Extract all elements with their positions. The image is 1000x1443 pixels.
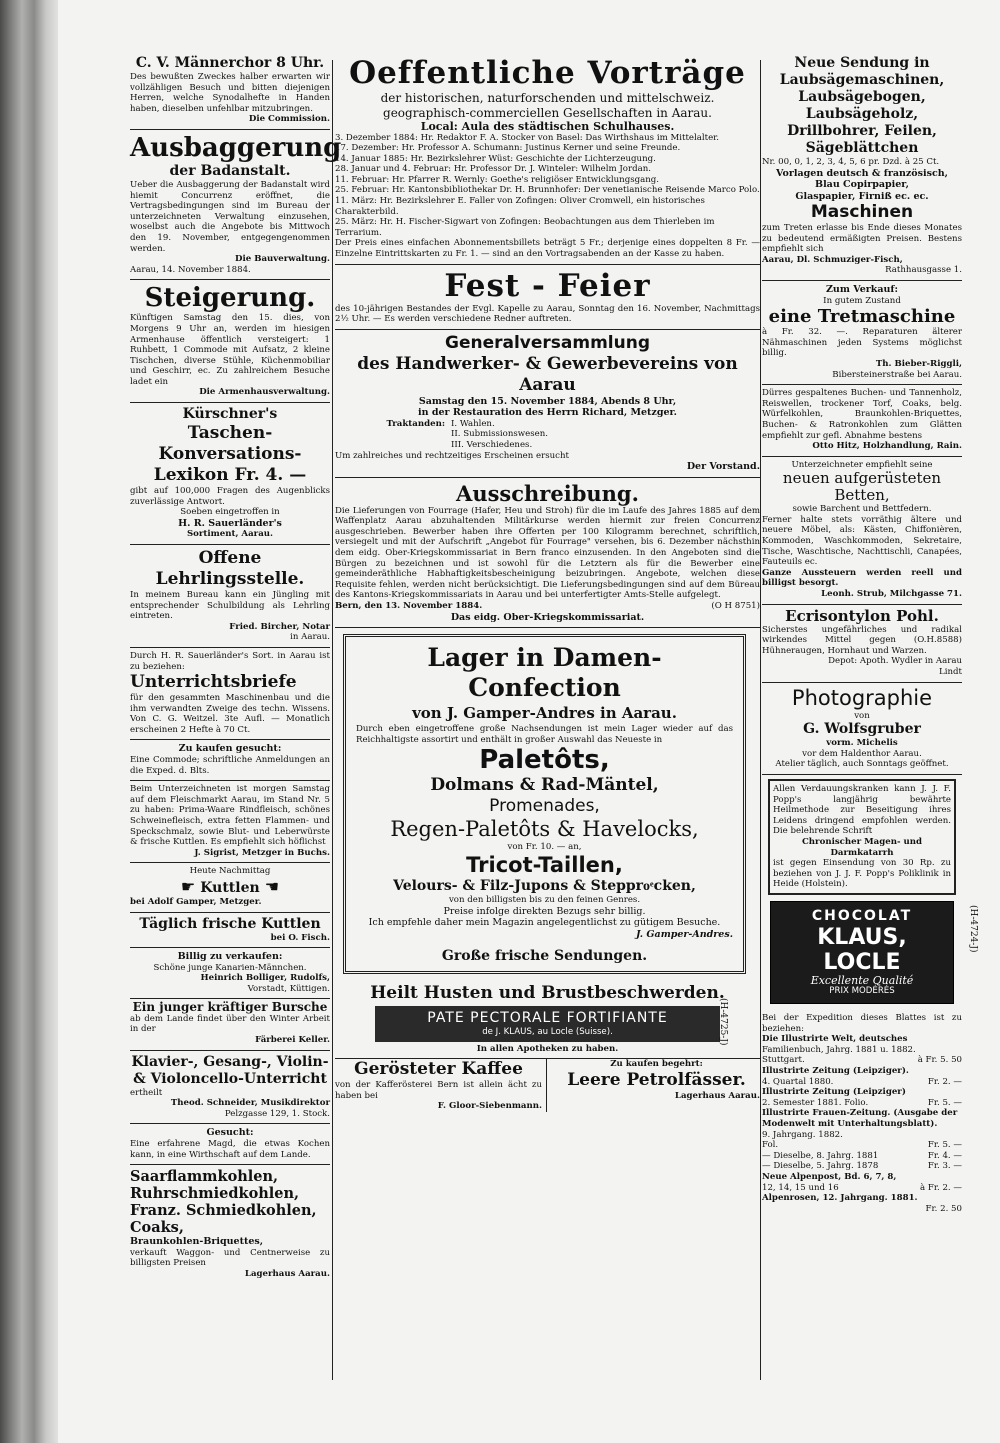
ad-signature: Rathhausgasse 1.: [885, 265, 962, 276]
pate-name: PATE PECTORALE FORTIFIANTE: [427, 1010, 668, 1026]
ad-title: Neue Sendung in: [794, 55, 930, 71]
chocolat-banner: [770, 901, 954, 1004]
ad-title: Ausschreibung.: [456, 480, 639, 506]
ad-generalversammlung: [335, 330, 760, 478]
ad-bottom-row: [335, 1059, 760, 1112]
ad-title: Photographie: [791, 685, 933, 710]
ad-text: Ich empfehle daher mein Magazin angelegentlichst zu gütigem Besuche.: [368, 917, 721, 928]
product-item: Laubsägemaschinen,: [779, 72, 945, 88]
ad-heading: Zum Verkauf:: [826, 284, 898, 296]
lecture-item: 3. Dezember 1884: Hr. Redaktor F. A. Stocker von Basel: Das Wirthshaus im Mittelalter.: [335, 132, 720, 143]
ad-text: In gutem Zustand: [823, 295, 901, 306]
agenda-item: I. Wahlen.: [451, 418, 495, 429]
ad-title: Klavier-, Gesang-, Violin- & Violoncello-Unterricht: [131, 1053, 329, 1087]
ad-text: Samstag den 15. November 1884, Abends 8 Uhr,: [418, 395, 677, 407]
ad-title: Kuttlen: [200, 879, 260, 896]
ad-signature: Die Bauverwaltung.: [235, 254, 330, 265]
product-line: Regen-Paletôts & Havelocks,: [390, 817, 699, 842]
ad-title: Oeffentliche Vorträge: [349, 55, 746, 91]
ad-heading: Billig zu verkaufen:: [177, 951, 283, 963]
catalog-item: 12, 14, 15 und 16: [762, 1182, 839, 1193]
agenda-item: II. Submissionswesen.: [451, 429, 548, 440]
ad-text: Nr. 00, 0, 1, 2, 3, 4, 5, 6 pr. Dzd. à 25 Ct.: [762, 157, 940, 167]
ad-kuttlen: [130, 863, 330, 912]
ad-text: von Fr. 10. — an,: [507, 842, 582, 853]
product-item: Sägeblättchen: [805, 140, 919, 156]
ad-zu-kaufen: [130, 740, 330, 781]
ad-signature: Theod. Schneider, Musikdirektor: [170, 1098, 330, 1109]
ad-title: Lexikon Fr. 4. —: [153, 465, 307, 486]
product-line: Velours- & Filz-Jupons & Stepproͤcken,: [393, 877, 696, 894]
ad-subtitle: der historischen, naturforschenden und mittelschweiz.: [380, 91, 715, 105]
ad-title: neuen aufgerüsteten Betten,: [782, 469, 942, 505]
catalog-price: Fr. 4. —: [927, 1150, 962, 1161]
ad-signature: Das eidg. Ober-Kriegskommissariat.: [450, 611, 645, 623]
ad-text: Ganze Aussteuern werden reell und billigst besorgt.: [762, 567, 962, 589]
catalog-item: Illustrirte Zeitung (Leipziger).: [762, 1065, 909, 1076]
catalog-item: — Dieselbe, 8. Jahrg. 1881: [762, 1150, 879, 1161]
pate-maker: de J. KLAUS, au Locle (Suisse).: [482, 1027, 613, 1037]
catalog-item: Illustrirte Zeitung (Leipziger): [762, 1087, 906, 1098]
column-rule: [760, 60, 761, 1380]
ad-text: Chronischer Magen- und Darmkatarrh: [801, 836, 923, 858]
ad-text: ab dem Lande findet über den Winter Arbeit in der: [130, 1013, 330, 1035]
ad-signature: Färberei Keller.: [255, 1035, 330, 1046]
catalog-item: Stuttgart.: [762, 1055, 805, 1066]
ad-pate-pectorale: [335, 980, 760, 1059]
lecture-item: 25. März: Hr. H. Fischer-Sigwart von Zofingen: Beobachtungen aus dem Thierleben im Terrarium.: [335, 217, 715, 238]
catalog-item: 2. Semester 1881. Folio.: [762, 1097, 869, 1108]
ad-text: für den gesammten Maschinenbau und die ihm verwandten Zweige des techn. Wissens. Von C. G. Weitzel. 3te Aufl. — Monatlich erscheinen 2 Hefte à 70 Ct.: [130, 693, 330, 735]
ad-text: Allen Verdauungskranken kann J. J. F. Popp's langjährig bewährte Heilmethode zur Beseitigung ihres Leidens dringend empfohlen werden. Die belehrende Schrift: [773, 783, 951, 837]
ad-text: Durch eben eingetroffene große Nachsendungen ist mein Lager wieder auf das Reichhaltigste assortirt und enthält in großer Auswahl das Neueste in: [356, 724, 733, 745]
ad-title: Ecrisontylon Pohl.: [785, 606, 939, 625]
ad-text: Unterzeichneter empfiehlt seine: [791, 459, 933, 470]
ad-title: eine Tretmaschine: [768, 306, 956, 328]
pate-banner: [375, 1006, 720, 1042]
ad-heading: Local: Aula des städtischen Schulhauses.: [420, 120, 675, 133]
catalog-item: Illustrirte Frauen-Zeitung. (Ausgabe der Modenwelt mit Unterhaltungsblatt).: [762, 1108, 958, 1129]
ad-heading: Zu kaufen gesucht:: [178, 743, 282, 755]
ad-laubsaege: [762, 52, 962, 281]
catalog-price: à Fr. 2. —: [920, 1182, 962, 1193]
ad-date: Aarau, 14. November 1884.: [130, 264, 251, 275]
ad-text: Atelier täglich, auch Sonntags geöffnet.: [775, 759, 949, 770]
ad-signature: in Aarau.: [290, 632, 330, 643]
catalog-price: Fr. 3. —: [927, 1161, 962, 1172]
ad-subtitle: der Badanstalt.: [169, 162, 291, 179]
ad-text: ist gegen Einsendung von 30 Rp. zu beziehen von J. J. F. Popp's Poliklinik in Heide (Holstein).: [773, 858, 951, 890]
ad-date: Bern, den 13. November 1884.: [335, 601, 483, 612]
catalog-price: Fr. 5. —: [927, 1097, 962, 1108]
catalog-item: 9. Jahrgang. 1882.: [762, 1129, 843, 1140]
ad-kohlen: [130, 1165, 330, 1283]
ad-title: Saarflammkohlen, Ruhrschmiedkohlen, Franz. Schmiedkohlen, Coaks,: [130, 1168, 317, 1237]
ad-title: Ausbaggerung: [130, 132, 342, 163]
ad-unterrichtsbriefe: [130, 648, 330, 741]
ad-text: Preise infolge direkten Bezugs sehr billig.: [443, 905, 646, 917]
ad-maennerchor: [130, 52, 330, 130]
ad-tretmaschine: [762, 281, 962, 385]
ad-text: von: [854, 710, 870, 721]
pointing-hand-icon: ☛: [180, 876, 196, 896]
ad-text: des 10-jährigen Bestandes der Evgl. Kapelle zu Aarau, Sonntag den 16. November, Nachmittags 2½ Uhr. — Es werden verschiedene Redner auftreten.: [335, 303, 760, 325]
ad-ausschreibung: [335, 478, 760, 628]
chocolat-price: PRIX MODÉRÉS: [829, 986, 895, 997]
ad-text: In allen Apotheken zu haben.: [476, 1043, 619, 1054]
ad-text: Bei der Expedition dieses Blattes ist zu beziehen:: [762, 1013, 962, 1034]
product-line: Dolmans & Rad-Mäntel,: [430, 775, 659, 796]
ad-subtitle: von J. Gamper-Andres in Aarau.: [412, 704, 677, 723]
ad-vortraege: [335, 52, 760, 265]
catalog-item: 4. Quartal 1880.: [762, 1076, 834, 1087]
ad-text: zum Treten erlasse bis Ende dieses Monates zu bedeutend ermäßigten Preisen. Bestens empfiehlt sich: [762, 223, 962, 255]
product-item: Laubsägeholz,: [805, 106, 919, 122]
ad-title: des Handwerker- & Gewerbevereins von Aarau: [357, 353, 738, 395]
ad-text: Soeben eingetroffen in: [180, 507, 280, 518]
ad-festfeier: [335, 265, 760, 330]
ad-text: Dürres gespaltenes Buchen- und Tannenholz, Reiswellen, trockener Torf, Coaks, belg. Würfelkohlen, Braunkohlen-Briquettes, Buchen- & Ratronkohlen zum Glätten empfiehlt zur gefl. Abnahme bestens: [762, 388, 962, 441]
ad-text: Sicherstes ungefährliches und radikal wirkendes Mittel gegen (O.H.8588) Hühneraugen, Hornhaut und Warzen.: [762, 624, 962, 656]
ad-signature: Th. Bieber-Riggli,: [875, 358, 962, 369]
ad-text: à Fr. 32. —. Reparaturen älterer Nähmaschinen jeden Systems möglichst billig.: [762, 327, 962, 359]
ad-signature: Der Vorstand.: [686, 461, 760, 473]
chocolat-label: CHOCOLAT: [811, 907, 913, 924]
ad-text: Ferner halte stets vorräthig ältere und neuere Möbel, als: Kästen, Chiffonièren, Kommoden, Waschkommoden, Sekretaire, Tische, Waschtische, Nachttischli, Canapées, Fauteuils ec.: [762, 514, 962, 568]
column-rule: [332, 60, 333, 1380]
ad-text: von den billigsten bis zu den feinen Genres.: [448, 894, 641, 905]
ad-signature: Sortiment, Aarau.: [186, 529, 274, 540]
ad-title: Ein junger kräftiger Bursche: [132, 1000, 328, 1015]
ad-subtitle: Braunkohlen-Briquettes,: [130, 1236, 264, 1248]
ad-subtitle: sowie Barchent und Bettfedern.: [792, 504, 932, 515]
ad-text: Glaspapier, Firniß ec. ec.: [795, 190, 929, 202]
ad-signature: Leonh. Strub, Milchgasse 71.: [821, 589, 962, 600]
ad-code: (H-4725-J): [718, 998, 728, 1046]
ad-lehrling: [130, 545, 330, 648]
ad-text: Heute Nachmittag: [189, 866, 271, 877]
ad-photographie: [762, 683, 962, 775]
ad-title: Unterrichtsbriefe: [130, 672, 297, 693]
chocolat-quality: Excellente Qualité: [810, 973, 914, 987]
ad-text: verkauft Waggon- und Centnerweise zu billigsten Preisen: [130, 1247, 330, 1269]
ad-title: Steigerung.: [144, 283, 316, 314]
lecture-item: 28. Januar und 4. Februar: Hr. Professor Dr. J. Winteler: Wilhelm Jordan.: [335, 164, 651, 175]
ad-heading: Kürschner's: [182, 406, 278, 423]
ad-signature: J. Sigrist, Metzger in Buchs.: [194, 847, 330, 858]
ad-text: von der Kafferösterei Bern ist allein ächt zu haben bei: [335, 1080, 542, 1101]
catalog-price: Fr. 2. —: [927, 1076, 962, 1087]
agenda-list: [451, 419, 760, 451]
agenda-item: III. Verschiedenes.: [451, 440, 533, 450]
book-binding: [0, 0, 58, 1443]
ad-heading: C. V. Männerchor 8 Uhr.: [135, 55, 325, 71]
ad-musikunterricht: [130, 1051, 330, 1125]
ad-text: ertheilt: [130, 1087, 163, 1098]
ad-signature: F. Gloor-Siebenmann.: [437, 1101, 542, 1112]
ad-betten: [762, 457, 962, 605]
ad-text: Künftigen Samstag den 15. dies, von Morgens 9 Uhr an, werden im hiesigen Armenhause öffentlich versteigert: 1 Ruhbett, 1 Commode mit Aufsatz, 2 kleine Tischchen, diverse Stühle, Küchenmobiliar und Geschirr, ec. Zu zahlreichem Besuche ladet ein: [130, 313, 330, 387]
ad-text: Lindt: [939, 667, 962, 677]
ad-signature: bei O. Fisch.: [270, 932, 330, 943]
ad-signature: J. Gamper-Andres.: [636, 928, 733, 940]
ad-signature: Pelzgasse 129, 1. Stock.: [224, 1108, 330, 1119]
ad-ausbaggerung: [130, 130, 342, 280]
lecture-item: 25. Februar: Hr. Kantonsbibliothekar Dr. H. Brunnhofer: Der venetianische Reisende Marco Polo.: [335, 185, 760, 196]
ad-subtitle: geographisch-commerciellen Gesellschaften in Aarau.: [383, 106, 712, 120]
ad-text: Beim Unterzeichneten ist morgen Samstag auf dem Fleischmarkt Aarau, im Stand Nr. 5 zu haben: Prima-Waare Rindfleisch, schönes Schweinefleisch, extra fetten Flammen- und Speckschmalz, sowie Blut- und Leberwürste & frische Kuttlen. Es empfiehlt sich höflichst: [130, 784, 330, 848]
ad-code: (O H 8751): [711, 601, 760, 612]
catalog-price: à Fr. 5. 50: [917, 1055, 962, 1066]
ad-magd: [130, 1124, 330, 1165]
catalog-item: Neue Alpenpost, Bd. 6, 7, 8,: [762, 1171, 897, 1182]
ad-title: Taschen-Konversations-: [158, 423, 302, 465]
catalog-item: Fol.: [762, 1140, 779, 1151]
ad-text: vorm. Michelis: [826, 738, 898, 749]
ad-text: gibt auf 100,000 Fragen des Augenblicks zuverlässige Antwort.: [130, 486, 330, 507]
ad-expedition: [762, 1010, 962, 1218]
ad-title: Fest - Feier: [444, 267, 651, 304]
ad-text: Ueber die Ausbaggerung der Badanstalt wird hiemit Concurrenz eröffnet, die Vertragsbedingungen sind im Bureau der unterzeichneten Verwaltung einzusehen, woselbst auch die Angebote bis Mittwoch den 19. November, entgegengenommen werden.: [130, 179, 330, 254]
lecture-item: 11. März: Hr. Bezirkslehrer E. Faller von Zofingen: Oliver Cromwell, ein historisches Charakterbild.: [335, 196, 705, 217]
ad-text: Eine Commode; schriftliche Anmeldungen an die Exped. d. Blts.: [130, 754, 330, 776]
ad-holz: [762, 385, 962, 457]
ad-signature: H. R. Sauerländer's: [178, 517, 282, 529]
catalog-price: Fr. 2. 50: [925, 1203, 962, 1214]
ad-chocolat: [762, 901, 978, 1004]
ad-metzger: [130, 781, 330, 863]
chocolat-brand: KLAUS, LOCLE: [817, 924, 907, 975]
ad-text: vor dem Haldenthor Aarau.: [802, 748, 922, 759]
ad-steigerung: [130, 280, 330, 403]
ad-signature: Lagerhaus Aarau.: [674, 1090, 760, 1101]
right-column: [762, 52, 978, 1218]
ad-signature: Aarau, Dl. Schmuziger-Fisch,: [762, 254, 903, 265]
ad-footer: Große frische Sendungen.: [441, 948, 648, 964]
ad-kaffee: [335, 1059, 547, 1112]
left-column: [130, 52, 342, 1283]
agenda-label: Traktanden:: [386, 418, 445, 429]
ad-signature: Heinrich Bolliger, Rudolfs,: [200, 973, 330, 984]
ad-kuerschner: [130, 403, 330, 545]
ad-text: Des bewußten Zweckes halber erwarten wir vollzähligen Besuch und bitten diejenigen Herren, welche Synodalhefte in Handen haben, dieselben unfehlbar mitzubringen.: [130, 72, 330, 114]
ad-signature: Otto Hitz, Holzhandlung, Rain.: [812, 441, 962, 452]
product-item: Laubsägebogen,: [798, 89, 926, 105]
catalog-item: — Dieselbe, 5. Jahrg. 1878: [762, 1161, 879, 1172]
ad-text: Vorlagen deutsch & französisch,: [776, 167, 948, 179]
ad-bursche: [130, 999, 330, 1050]
ad-signature: Vorstadt, Küttigen.: [247, 983, 330, 994]
ad-text: Durch H. R. Sauerländer's Sort. in Aarau ist zu beziehen:: [130, 650, 330, 672]
ad-signature: bei Adolf Gamper, Metzger.: [130, 896, 262, 907]
ad-signature: Bibersteinerstraße bei Aarau.: [832, 369, 962, 380]
ad-text: In meinem Bureau kann ein Jüngling mit entsprechender Schulbildung als Lehrling eintreten.: [130, 589, 330, 622]
ad-text: in der Restauration des Herrn Richard, Metzger.: [418, 407, 677, 419]
ad-kanarien: [130, 948, 330, 999]
ad-text: Depot: Apoth. Wydler in Aarau: [828, 656, 962, 667]
product-line: Tricot-Taillen,: [466, 852, 623, 877]
ad-text: Schöne junge Kanarien-Männchen.: [153, 962, 307, 973]
catalog-item: Alpenrosen, 12. Jahrgang. 1881.: [762, 1193, 918, 1204]
lecture-item: 11. Februar: Hr. Pfarrer R. Wernly: Goethe's religiöser Entwicklungsgang.: [335, 174, 660, 185]
lecture-item: 17. Dezember: Hr. Professor A. Schumann: Justinus Kerner und seine Freunde.: [335, 143, 681, 154]
ad-ecrisontylon: [762, 605, 962, 683]
ad-heading: Gesucht:: [206, 1127, 254, 1139]
ad-petrolfaesser: [547, 1059, 760, 1112]
ad-text: Um zahlreiches und rechtzeitiges Erscheinen ersucht: [335, 450, 569, 461]
ad-text: Der Preis eines einfachen Abonnementsbillets beträgt 5 Fr.; derjenige eines doppelten 8 Fr. — Einzelne Eintrittskarten zu Fr. 1. — sind an den Vortragsabenden an der Kasse zu haben.: [335, 238, 760, 260]
ad-frische-kuttlen: [130, 913, 330, 949]
ad-damen-confection: [343, 634, 746, 974]
product-line: Paletôts,: [479, 745, 610, 776]
middle-column: [335, 52, 760, 1112]
ad-title: Generalversammlung: [444, 332, 650, 353]
catalog-item: Familienbuch, Jahrg. 1881 u. 1882.: [762, 1044, 916, 1055]
product-line: Promenades,: [489, 796, 600, 817]
ad-title: Leere Petrolfässer.: [567, 1069, 746, 1090]
product-list: [762, 72, 962, 157]
ad-text: Eine erfahrene Magd, die etwas Kochen kann, in eine Wirthschaft auf dem Lande.: [130, 1138, 330, 1160]
ad-title: Lager in Damen-Confection: [427, 643, 662, 703]
ad-heading: Zu kaufen begehrt:: [610, 1059, 703, 1070]
ad-title: Offene Lehrlingsstelle.: [155, 547, 305, 589]
ad-signature: Die Armenhausverwaltung.: [199, 387, 330, 398]
lecture-list: [335, 133, 760, 239]
ad-signature: Die Commission.: [248, 114, 330, 125]
ad-signature: Lagerhaus Aarau.: [244, 1268, 330, 1279]
pointing-hand-icon: ☚: [264, 876, 280, 896]
product-item: Drillbohrer, Feilen,: [787, 123, 937, 139]
catalog-price: Fr. 5. —: [927, 1140, 962, 1151]
ad-verdauung: [768, 779, 956, 895]
ad-text: Blau Copirpapier,: [815, 179, 909, 191]
catalog-item: Die Illustrirte Welt, deutsches: [762, 1034, 908, 1045]
ad-title: Gerösteter Kaffee: [354, 1059, 523, 1080]
ad-title: Täglich frische Kuttlen: [139, 915, 321, 932]
lecture-item: 14. Januar 1885: Hr. Bezirkslehrer Wüst: Geschichte der Lichterzeugung.: [335, 153, 656, 164]
ad-subtitle: G. Wolfsgruber: [803, 721, 921, 738]
ad-text: Die Lieferungen von Fourrage (Hafer, Heu und Stroh) für die im Laufe des Jahres 1885 auf dem Waffenplatz Aarau abzuhaltenden Militärkurse werden hiermit zur freien Concurrenz ausgeschrieben. Bewerber haben ihre Offerten per 100 Kilogramm berechnet, schriftlich, versiegelt und mit der Aufschrift „Angebot für Fourrage" versehen, bis 6. Dezember nächsthin dem eidg. Ober-Kriegskommissariat in Bern franco einzusenden. In den Angeboten sind die Bürgen zu bezeichnen und ist sowohl für die Letztern als für die Bewerber eine gemeinderäthliche Habhaftigkeitsbescheinigung beizubringen. Angebote, welchen diese Requisite fehlen, werden nicht berücksichtigt. Die Lieferungsbedingungen sind auf dem Büreau des Kantons-Kriegskommissariats in Aarau und bei unterfertigter Amts-Stelle aufgelegt.: [335, 505, 760, 601]
ad-title: Heilt Husten und Brustbeschwerden.: [370, 983, 725, 1003]
ad-title: Maschinen: [810, 202, 914, 223]
ad-code: (H-4724-J): [968, 904, 978, 953]
ad-signature: Fried. Bircher, Notar: [229, 621, 330, 632]
